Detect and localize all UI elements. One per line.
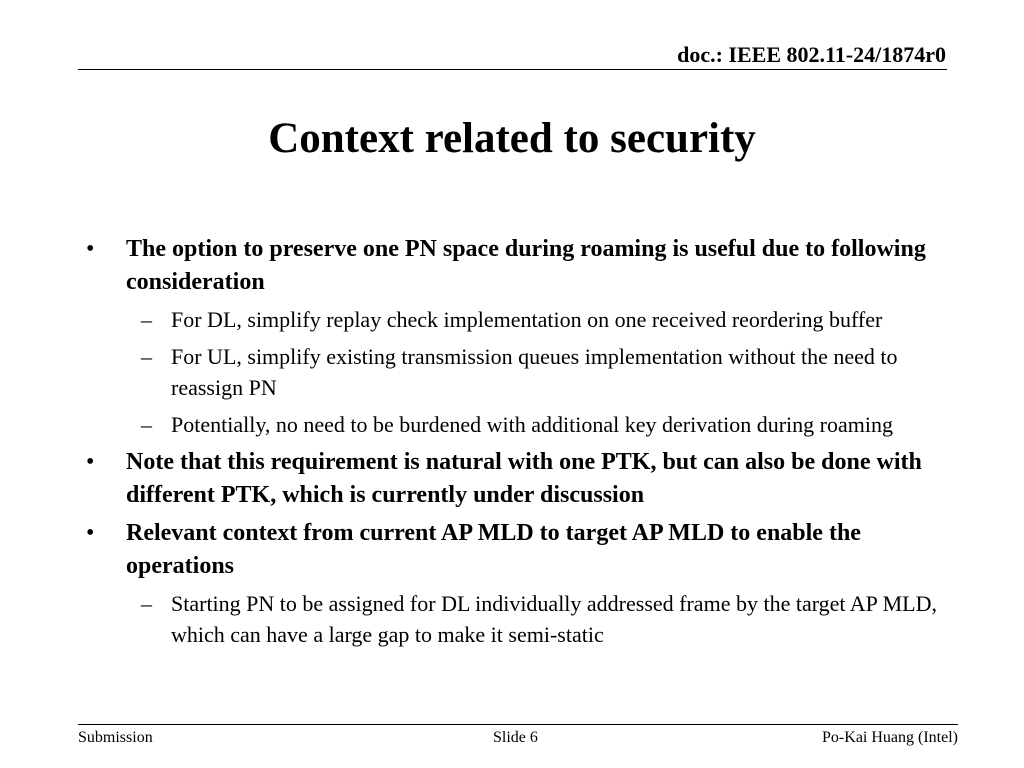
sub-bullet-item-3-1 <box>86 588 946 650</box>
dash-marker: – <box>141 591 152 616</box>
footer-slide-number: Slide 6 <box>493 729 538 746</box>
sub-bullet-text: For DL, simplify replay check implementation on one received reordering buffer <box>171 307 883 332</box>
footer-rule <box>78 724 958 725</box>
sub-bullet-text: Starting PN to be assigned for DL individually addressed frame by the target AP MLD, which can have a large gap to make it semi-static <box>171 591 937 647</box>
slide-title: Context related to security <box>268 115 756 162</box>
bullet-text: Note that this requirement is natural with one PTK, but can also be done with different PTK, which is currently under discussion <box>126 449 922 508</box>
header-rule <box>78 69 947 70</box>
doc-id: doc.: IEEE 802.11-24/1874r0 <box>677 42 946 67</box>
bullet-item-2 <box>86 446 946 512</box>
bullet-marker: • <box>86 520 95 546</box>
footer-author: Po-Kai Huang (Intel) <box>822 729 958 746</box>
dash-marker: – <box>141 307 152 332</box>
bullet-marker: • <box>86 236 95 262</box>
bullet-text: The option to preserve one PN space during roaming is useful due to following consideration <box>126 236 926 295</box>
sub-bullet-item-1-3 <box>86 409 946 440</box>
bullet-item-1 <box>86 233 946 299</box>
sub-bullet-text: For UL, simplify existing transmission queues implementation without the need to reassign PN <box>171 344 898 400</box>
bullet-item-3 <box>86 517 946 583</box>
footer-submission: Submission <box>78 729 153 746</box>
slide-content <box>86 233 946 656</box>
dash-marker: – <box>141 412 152 437</box>
sub-bullet-item-1-2 <box>86 341 946 403</box>
bullet-marker: • <box>86 449 95 475</box>
bullet-text: Relevant context from current AP MLD to target AP MLD to enable the operations <box>126 520 861 579</box>
dash-marker: – <box>141 344 152 369</box>
sub-bullet-text: Potentially, no need to be burdened with additional key derivation during roaming <box>171 412 893 437</box>
sub-bullet-item-1-1 <box>86 304 946 335</box>
